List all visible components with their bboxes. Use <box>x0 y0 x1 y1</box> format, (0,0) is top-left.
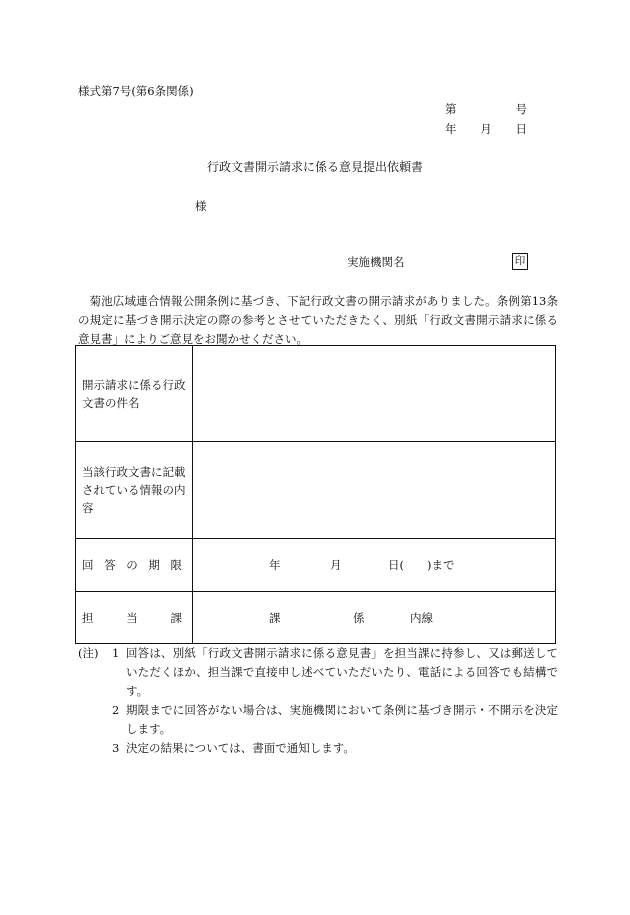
label-char: 答 <box>104 558 116 572</box>
note-item <box>78 739 558 758</box>
note-number: 3 <box>112 741 120 755</box>
request-info-table <box>75 345 556 644</box>
request-body-text: 菊池広域連合情報公開条例に基づき、下記行政文書の開示請求がありました。条例第13条の規定に基づき開示決定の際の参考とさせていただきたく、別紙「行政文書開示請求に係る意見書」によりご意見をお聞かせください。 <box>78 294 558 346</box>
document-subject-label: 開示請求に係る行政文書の件名 <box>76 346 193 442</box>
table-row <box>76 592 556 644</box>
notes-section <box>78 644 558 758</box>
date-line <box>445 124 527 136</box>
date-day: 日 <box>515 122 527 136</box>
notes-heading: (注) <box>78 646 99 660</box>
department-subsection: 係 <box>353 610 365 625</box>
department-label-chars <box>82 609 188 627</box>
seal-mark: 印 <box>512 253 528 270</box>
note-text: 期限までに回答がない場合は、実施機関において条例に基づき開示・不開示を決定します。 <box>126 703 558 736</box>
label-char: 課 <box>170 610 182 625</box>
note-text: 決定の結果については、書面で通知します。 <box>126 741 355 755</box>
label-char: 限 <box>170 558 182 572</box>
table-row <box>76 346 556 442</box>
information-content-label: 当該行政文書に記載されている情報の内容 <box>76 442 193 539</box>
label-char: の <box>126 558 138 572</box>
document-subject-value <box>193 346 556 442</box>
label-char: 当 <box>126 610 138 625</box>
date-month: 月 <box>480 122 492 136</box>
note-text: 回答は、別紙「行政文書開示請求に係る意見書」を担当課に持参し、又は郵送していただくほか、担当課で直接申し述べていただいたり、電話による回答でも結構です。 <box>126 646 558 698</box>
response-deadline-value <box>193 539 556 592</box>
department-label <box>76 592 193 644</box>
label-char: 担 <box>82 610 94 625</box>
note-number: 2 <box>112 703 120 717</box>
deadline-month: 月 <box>330 558 342 572</box>
department-section: 課 <box>269 610 281 625</box>
table-row <box>76 442 556 539</box>
label-char: 期 <box>148 558 160 572</box>
note-number: 1 <box>112 646 120 660</box>
date-year: 年 <box>445 122 457 136</box>
note-item <box>78 644 558 701</box>
information-content-value <box>193 442 556 539</box>
document-number-prefix: 第 <box>445 102 457 116</box>
response-deadline-label <box>76 539 193 592</box>
document-number-line <box>445 104 527 116</box>
table-row <box>76 539 556 592</box>
document-number-suffix: 号 <box>515 102 527 116</box>
department-value <box>193 592 556 644</box>
note-item <box>78 701 558 739</box>
document-title: 行政文書開示請求に係る意見提出依頼書 <box>206 160 423 174</box>
addressee-suffix: 様 <box>195 199 207 213</box>
department-extension: 内線 <box>410 610 433 625</box>
response-deadline-label-chars <box>82 556 188 574</box>
deadline-day: 日( )まで <box>388 558 455 572</box>
deadline-year: 年 <box>269 558 281 572</box>
agency-name-label: 実施機関名 <box>347 255 405 269</box>
form-number: 様式第7号(第6条関係) <box>78 84 194 98</box>
label-char: 回 <box>82 558 94 572</box>
